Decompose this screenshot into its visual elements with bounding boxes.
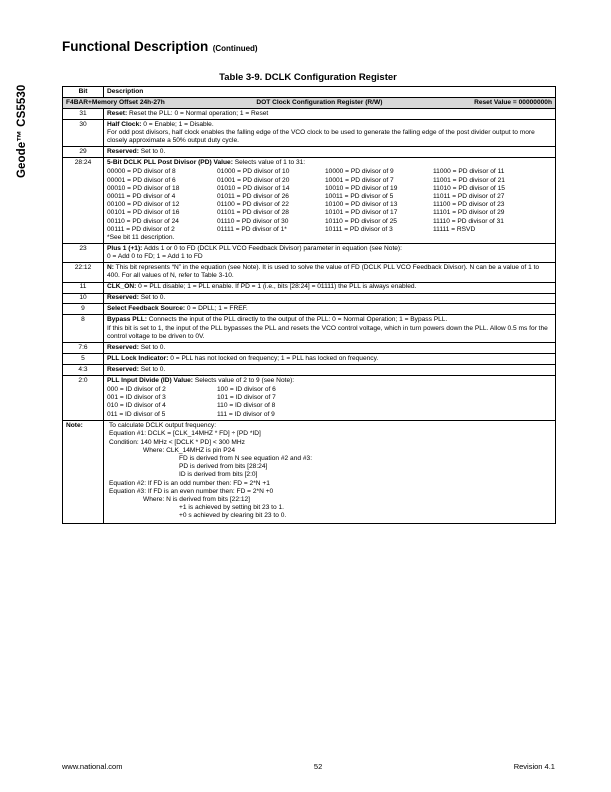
section-continued: (Continued) bbox=[212, 44, 258, 53]
table-header-row bbox=[63, 87, 556, 98]
description-cell: Bypass PLL: Connects the input of the PLL directly to the output of the PLL: 0 = Normal Operation; 1 = Bypass PLL. If this bit is set to 1, the input of the PLL bypasses the PLL and resets the VCO control voltage, which in turn powers down the PLL. Allow 0.5 ms for the control voltage to be driven to 0V. bbox=[104, 315, 556, 342]
description-cell: Reserved: Set to 0. bbox=[104, 364, 556, 375]
bit-cell: 11 bbox=[63, 282, 104, 293]
bit-cell: 8 bbox=[63, 315, 104, 342]
bit-cell: 31 bbox=[63, 108, 104, 119]
table-row bbox=[63, 353, 556, 364]
bit-cell: 10 bbox=[63, 293, 104, 304]
table-row bbox=[63, 119, 556, 146]
description-cell: 5-Bit DCLK PLL Post Divisor (PD) Value: Selects value of 1 to 31: 00000 = PD divisor of 8 01000 = PD divisor of 10 10000 = PD divisor of 9 11000 = PD divisor of 11 00001 = PD divisor of 6 01001 = PD divisor of 20 10001 = PD divisor of 7 11001 = PD divisor of 21 00010 = PD divisor of 18 01010 = PD divisor of 14 10010 = PD divisor of 19 11010 = PD divisor of 15 00011 = PD divisor of 4 01011 = PD divisor of 26 10011 = PD divisor of 5 11011 = PD divisor of 27 00100 = PD divisor of 12 01100 = PD divisor of 22 10100 = PD divisor of 13 11100 = PD divisor of 23 00101 = PD divisor of 16 01101 = PD divisor of 28 10101 = PD divisor of 17 11101 = PD divisor of 29 00110 = PD divisor of 24 01110 = PD divisor of 30 10110 = PD divisor of 25 11110 = PD divisor of 31 00111 = PD divisor of 2 01111 = PD divisor of 1* 10111 = PD divisor of 3 11111 = RSVD *See bit 11 description. bbox=[104, 158, 556, 244]
page-footer bbox=[62, 762, 555, 771]
table-row bbox=[63, 315, 556, 342]
table-row bbox=[63, 158, 556, 244]
table-row bbox=[63, 147, 556, 158]
bit-cell: 2:0 bbox=[63, 375, 104, 420]
pd-footnote: *See bit 11 description. bbox=[107, 234, 175, 242]
id-divisor-grid: 000 = ID divisor of 2 100 = ID divisor of 6 001 = ID divisor of 3 101 = ID divisor of 7 010 = ID divisor of 4 110 = ID divisor of 8 011 = ID divisor of 5 111 = ID divisor of 9 bbox=[107, 385, 276, 418]
bit-cell: 4:3 bbox=[63, 364, 104, 375]
description-cell: Select Feedback Source: 0 = DPLL; 1 = FREF. bbox=[104, 304, 556, 315]
description-cell: Reset: Reset the PLL: 0 = Normal operation; 1 = Reset bbox=[104, 108, 556, 119]
bit-cell: 28:24 bbox=[63, 158, 104, 244]
table-title: Table 3-9. DCLK Configuration Register bbox=[219, 72, 397, 83]
description-cell: Reserved: Set to 0. bbox=[104, 342, 556, 353]
table-row bbox=[63, 304, 556, 315]
footer-website: www.national.com bbox=[62, 762, 123, 771]
note-content: To calculate DCLK output frequency: Equation #1: DCLK = [CLK_14MHZ * FD] ÷ [PD *ID] Condition: 140 MHz < [DCLK * PD] < 300 MHz Where: CLK_14MHZ is pin P24 FD is derived from N see equation #2 and #3: PD is derived from bits [28:24] ID is derived from bits [2:0] Equation #2: If FD is an odd number then: FD = 2*N +1 Equation #3: If FD is an even number then: FD = 2*N +0 Where: N is derived from bits [22:12] +1 is achieved by setting bit 23 to 1. +0 s achieved by clearing bit 23 to 0. bbox=[104, 420, 556, 523]
description-cell: CLK_ON: 0 = PLL disable; 1 = PLL enable. If PD = 1 (i.e., bits [28:24] = 01111) the PLL is always enabled. bbox=[104, 282, 556, 293]
bit-cell: 9 bbox=[63, 304, 104, 315]
bit-cell: 23 bbox=[63, 244, 104, 263]
description-cell: PLL Input Divide (ID) Value: Selects value of 2 to 9 (see Note): 000 = ID divisor of 2 100 = ID divisor of 6 001 = ID divisor of 3 101 = ID divisor of 7 010 = ID divisor of 4 110 = ID divisor of 8 011 = ID divisor of 5 111 = ID divisor of 9 bbox=[104, 375, 556, 420]
revision: Revision 4.1 bbox=[513, 762, 555, 771]
description-cell: N: This bit represents “N” in the equation (see Note). It is used to solve the value of FD (DCLK PLL VCO Feedback Divisor). N can be a value of 1 to 400. For all values of N, refer to Table 3-10. bbox=[104, 263, 556, 282]
register-table bbox=[62, 86, 556, 524]
bit-cell: 7:6 bbox=[63, 342, 104, 353]
table-row bbox=[63, 263, 556, 282]
table-row bbox=[63, 364, 556, 375]
section-header bbox=[62, 38, 562, 56]
section-title: Functional Description bbox=[62, 39, 209, 54]
table-row bbox=[63, 244, 556, 263]
col-description-header: Description bbox=[104, 87, 556, 98]
bit-cell: 30 bbox=[63, 119, 104, 146]
table-row bbox=[63, 282, 556, 293]
col-bit-header: Bit bbox=[63, 87, 104, 98]
bit-cell: 22:12 bbox=[63, 263, 104, 282]
register-offset: F4BAR+Memory Offset 24h-27h bbox=[66, 98, 165, 106]
description-cell: Reserved: Set to 0. bbox=[104, 293, 556, 304]
note-row bbox=[63, 420, 556, 523]
register-reset-value: Reset Value = 00000000h bbox=[474, 98, 552, 106]
register-name: DOT Clock Configuration Register (R/W) bbox=[256, 98, 383, 106]
description-cell: Reserved: Set to 0. bbox=[104, 147, 556, 158]
pd-divisor-grid: 00000 = PD divisor of 8 01000 = PD divisor of 10 10000 = PD divisor of 9 11000 = PD divisor of 11 00001 = PD divisor of 6 01001 = PD divisor of 20 10001 = PD divisor of 7 11001 = PD divisor of 21 00010 = PD divisor of 18 01010 = PD divisor of 14 10010 = PD divisor of 19 11010 = PD divisor of 15 00011 = PD divisor of 4 01011 = PD divisor of 26 10011 = PD divisor of 5 11011 = PD divisor of 27 00100 = PD divisor of 12 01100 = PD divisor of 22 10100 = PD divisor of 13 11100 = PD divisor of 23 00101 = PD divisor of 16 01101 = PD divisor of 28 10101 = PD divisor of 17 11101 = PD divisor of 29 00110 = PD divisor of 24 01110 = PD divisor of 30 10110 = PD divisor of 25 11110 = PD divisor of 31 00111 = PD divisor of 2 01111 = PD divisor of 1* 10111 = PD divisor of 3 11111 = RSVD bbox=[107, 168, 505, 233]
register-offset-row bbox=[63, 97, 556, 108]
page-number: 52 bbox=[313, 762, 323, 771]
bit-cell: 29 bbox=[63, 147, 104, 158]
description-cell: Plus 1 (+1): Adds 1 or 0 to FD (DCLK PLL VCO Feedback Divisor) parameter in equation (see Note): 0 = Add 0 to FD; 1 = Add 1 to FD bbox=[104, 244, 556, 263]
table-row bbox=[63, 375, 556, 420]
description-cell: Half Clock: 0 = Enable; 1 = Disable. For odd post divisors, half clock enables the falling edge of the VCO clock to be used to generate the falling edge of the post divider output to more closely approximate a 50% output duty cycle. bbox=[104, 119, 556, 146]
note-label: Note: bbox=[63, 420, 104, 523]
bit-cell: 5 bbox=[63, 353, 104, 364]
table-row bbox=[63, 293, 556, 304]
side-product-label bbox=[14, 28, 36, 178]
table-row bbox=[63, 342, 556, 353]
table-row bbox=[63, 108, 556, 119]
product-name: Geode™ CS5530 bbox=[16, 84, 28, 178]
description-cell: PLL Lock Indicator: 0 = PLL has not locked on frequency; 1 = PLL has locked on frequency. bbox=[104, 353, 556, 364]
